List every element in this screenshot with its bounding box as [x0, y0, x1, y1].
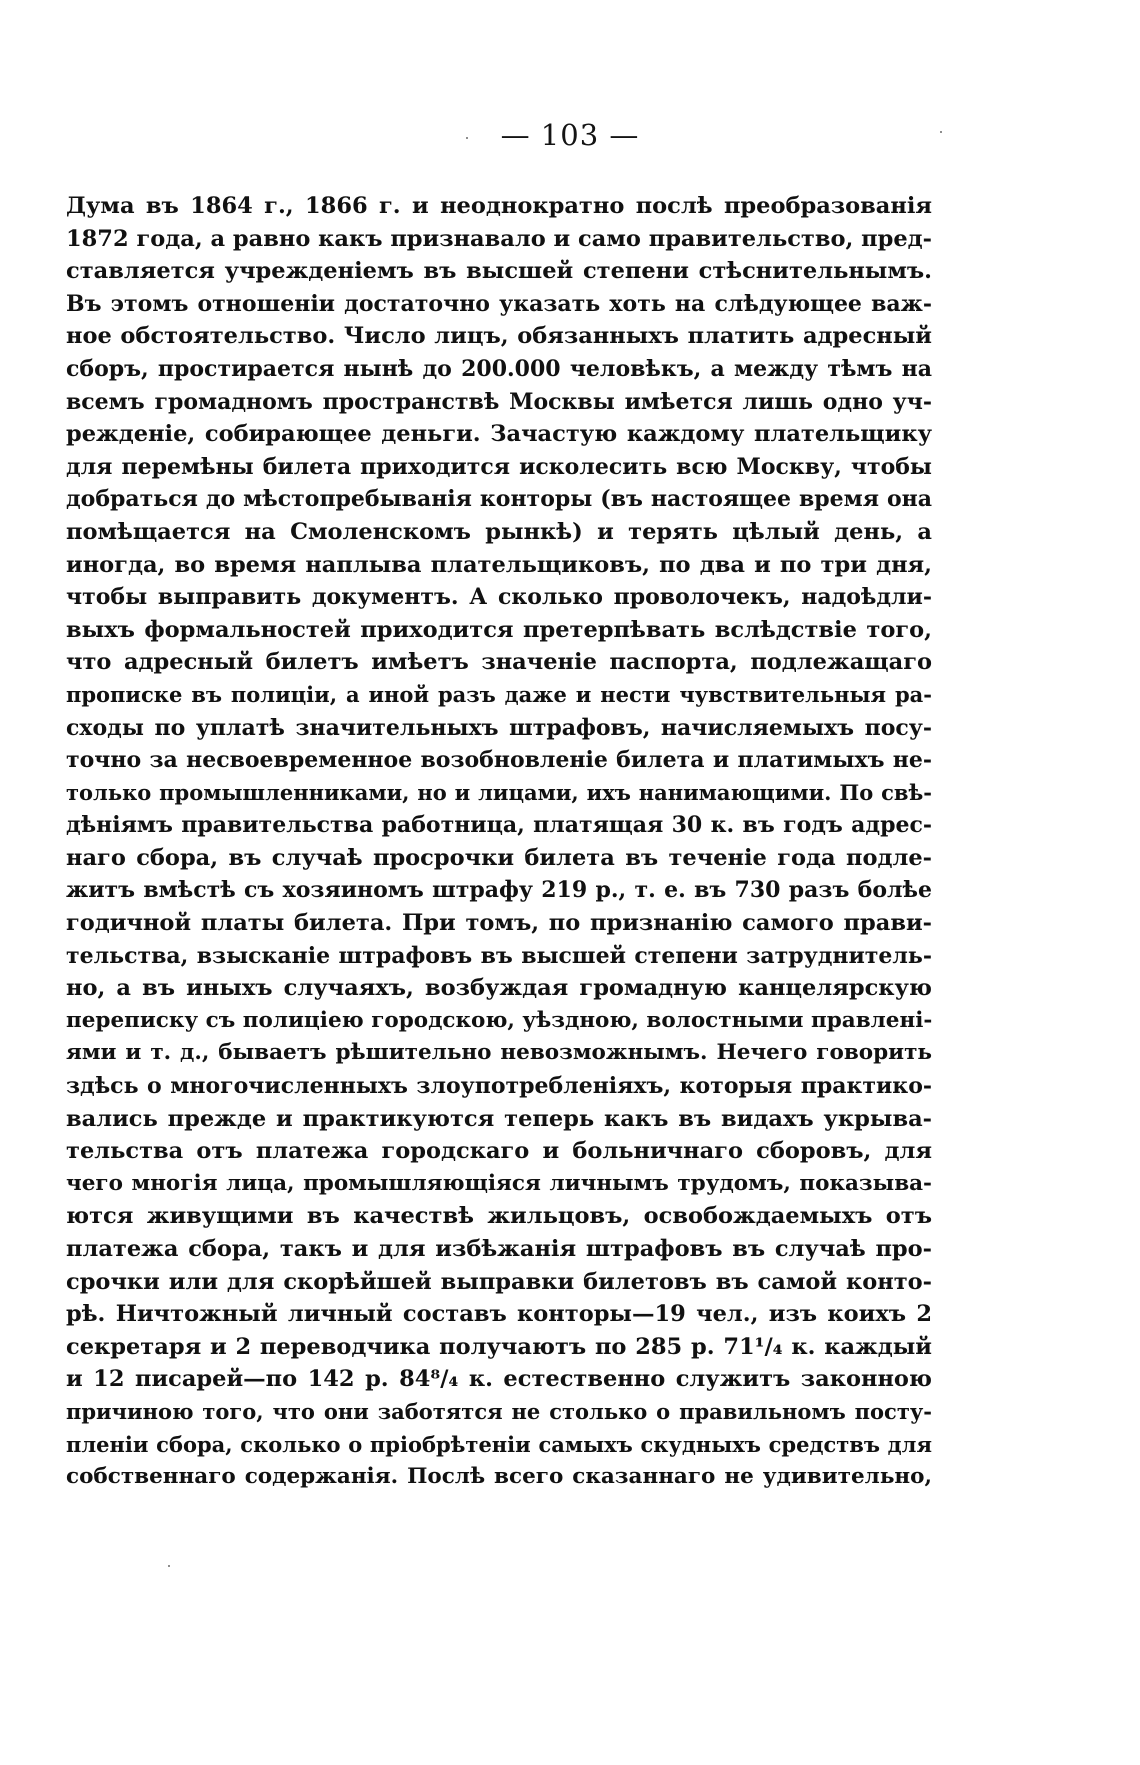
text-line: точно за несвоевременное возобновленіе билета и платимыхъ не- — [66, 747, 932, 774]
text-line: выхъ формальностей приходится претерпѣвать вслѣдствіе того, — [66, 616, 932, 643]
text-line: но, а въ иныхъ случаяхъ, возбуждая громадную канцелярскую — [66, 975, 932, 1002]
text-line: и 12 писарей—по 142 р. 84⁸/₄ к. естественно служитъ законною — [66, 1366, 932, 1393]
scan-speck — [466, 137, 468, 139]
text-line: 1872 года, а равно какъ признавало и само правительство, пред- — [66, 225, 932, 252]
text-line: годичной платы билета. При томъ, по признанію самого прави- — [66, 910, 932, 937]
text-line: рѣ. Ничтожный личный составъ конторы—19 чел., изъ коихъ 2 — [66, 1301, 932, 1328]
text-line: ное обстоятельство. Число лицъ, обязанныхъ платить адресный — [66, 323, 932, 350]
text-line: срочки или для скорѣйшей выправки билетовъ въ самой конто- — [66, 1268, 932, 1295]
text-line: прописке въ полиціи, а иной разъ даже и нести чувствительныя ра- — [66, 681, 932, 707]
text-line: для перемѣны билета приходится исколесить всю Москву, чтобы — [66, 453, 932, 480]
text-line: режденіе, собирающее деньги. Зачастую каждому плательщику — [66, 421, 932, 448]
text-line: ставляется учрежденіемъ въ высшей степени стѣснительнымъ. — [66, 258, 932, 285]
text-line: ями и т. д., бываетъ рѣшительно невозможнымъ. Нечего говорить — [66, 1040, 932, 1066]
text-line: Въ этомъ отношеніи достаточно указать хоть на слѣдующее важ- — [66, 290, 932, 317]
text-line: здѣсь о многочисленныхъ злоупотребленіяхъ, которыя практико- — [66, 1073, 932, 1100]
text-line: пленіи сбора, сколько о пріобрѣтеніи самыхъ скудныхъ средствъ для — [66, 1431, 932, 1457]
scan-speck — [940, 131, 942, 133]
body-text — [66, 190, 932, 1494]
text-line: Дума въ 1864 г., 1866 г. и неоднократно послѣ преобразованія — [66, 193, 932, 219]
text-line: переписку съ полиціею городскою, уѣздною, волостными правленi- — [66, 1007, 932, 1033]
scan-speck — [168, 1565, 170, 1567]
text-line: тельства отъ платежа городскаго и больничнаго сборовъ, для — [66, 1138, 932, 1165]
text-line: платежа сбора, такъ и для избѣжанія штрафовъ въ случаѣ про- — [66, 1236, 932, 1262]
text-line: чего многія лица, промышляющіяся личнымъ трудомъ, показыва- — [66, 1170, 932, 1196]
text-line: сборъ, простирается нынѣ до 200.000 человѣкъ, а между тѣмъ на — [66, 355, 932, 382]
text-line: что адресный билетъ имѣетъ значеніе паспорта, подлежащаго — [66, 649, 932, 676]
text-line: причиною того, что они заботятся не столько о правильномъ посту- — [66, 1398, 932, 1424]
text-line: дѣніямъ правительства работница, платящая 30 к. въ годъ адрес- — [66, 812, 932, 839]
text-line: чтобы выправить документъ. А сколько проволочекъ, надоѣдли- — [66, 584, 932, 611]
text-line: вались прежде и практикуются теперь какъ въ видахъ укрыва- — [66, 1105, 932, 1132]
text-line: собственнаго содержанія. Послѣ всего сказаннаго не удивительно, — [66, 1464, 932, 1490]
text-line: помѣщается на Смоленскомъ рынкѣ) и терять цѣлый день, а — [66, 518, 932, 545]
text-line: житъ вмѣстѣ съ хозяиномъ штрафу 219 р., т. е. въ 730 разъ болѣе — [66, 877, 932, 904]
page-number: — 103 — — [500, 118, 640, 152]
text-line: тельства, взысканіе штрафовъ въ высшей степени затруднитель- — [66, 942, 932, 969]
text-line: секретаря и 2 переводчика получаютъ по 285 р. 71¹/₄ к. каждый — [66, 1333, 932, 1360]
text-line: ются живущими въ качествѣ жильцовъ, освобождаемыхъ отъ — [66, 1203, 932, 1230]
text-line: только промышленниками, но и лицами, ихъ нанимающими. По свѣ- — [66, 779, 932, 805]
text-line: всемъ громадномъ пространствѣ Москвы имѣется лишь одно уч- — [66, 388, 932, 415]
text-line: сходы по уплатѣ значительныхъ штрафовъ, начисляемыхъ посу- — [66, 714, 932, 741]
text-line: добраться до мѣстопребыванія конторы (въ настоящее время она — [66, 486, 932, 513]
text-line: наго сбора, въ случаѣ просрочки билета въ теченіе года подле- — [66, 844, 932, 871]
text-line: иногда, во время наплыва плательщиковъ, по два и по три дня, — [66, 551, 932, 578]
